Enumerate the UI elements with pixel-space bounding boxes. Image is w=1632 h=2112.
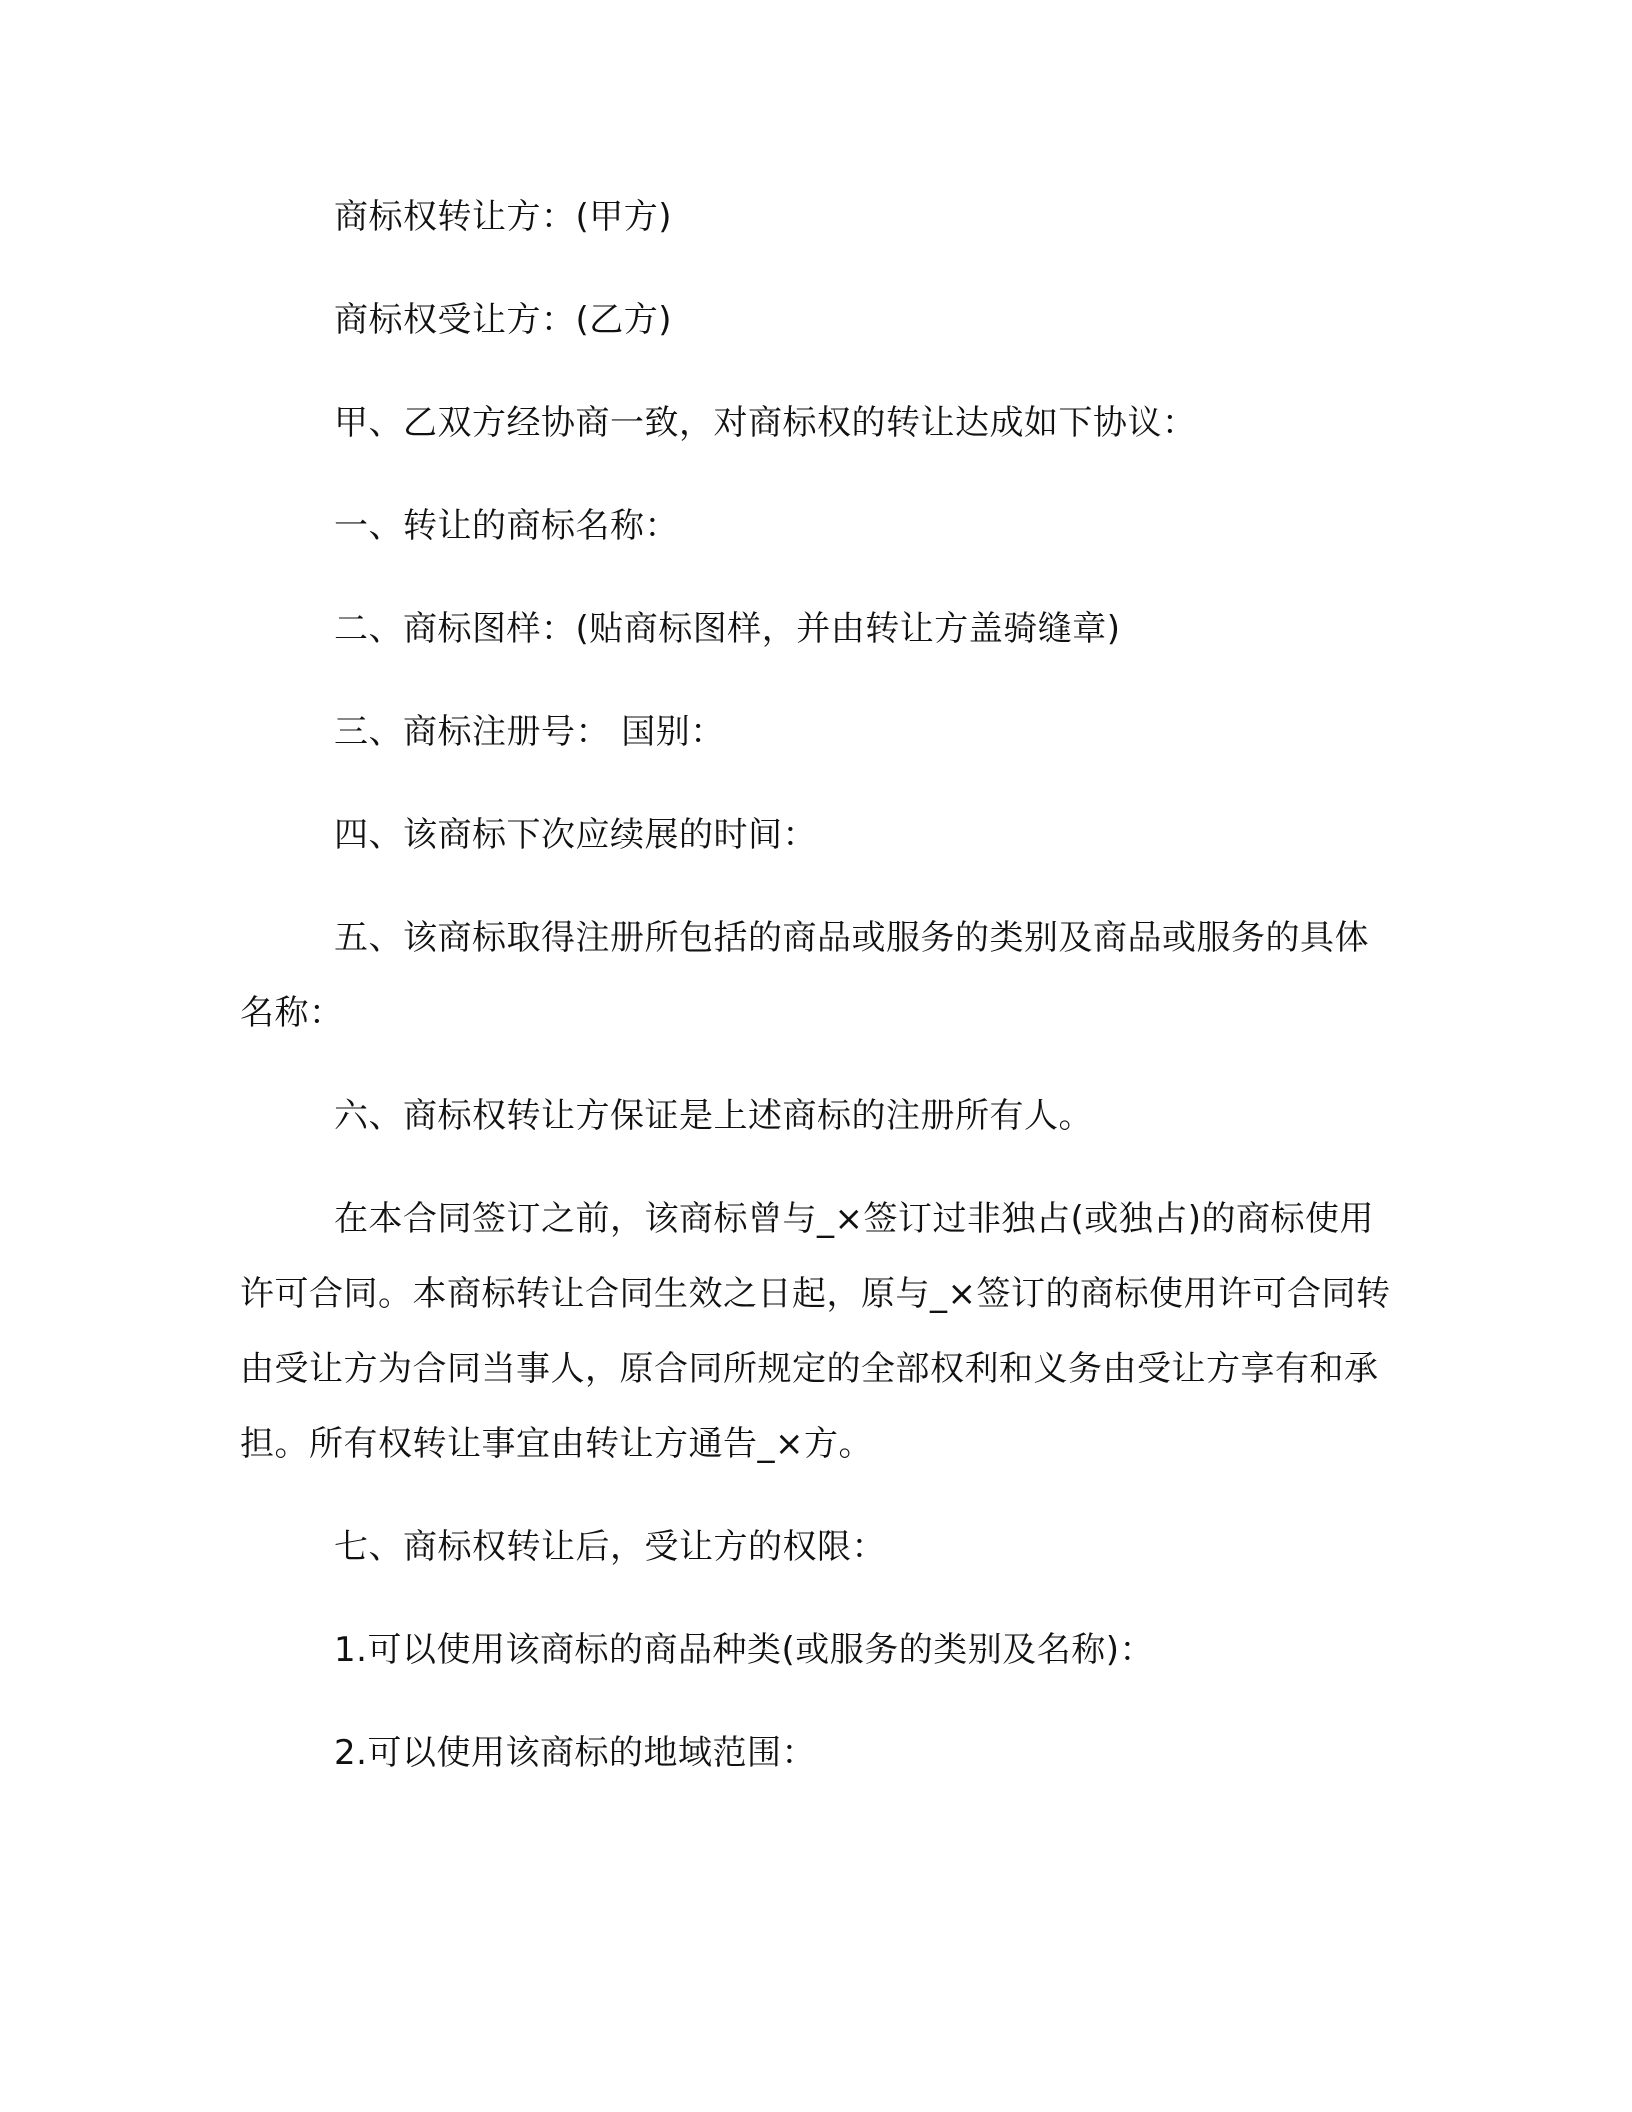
paragraph-license-contract: 在本合同签订之前，该商标曾与_×签订过非独占(或独占)的商标使用许可合同。本商标转让合同生效之日起，原与_×签订的商标使用许可合同转由受让方为合同当事人，原合同所规定的全部权利和义务由受让方享有和承担。所有权转让事宜由转让方通告_×方。 <box>240 1199 1391 1464</box>
clause-2-trademark-image: 二、商标图样：(贴商标图样，并由转让方盖骑缝章) <box>334 609 1121 649</box>
clause-7-transferee-rights: 七、商标权转让后，受让方的权限： <box>334 1527 886 1567</box>
clause-7-item-2: 2.可以使用该商标的地域范围： <box>334 1733 816 1773</box>
document-body <box>240 180 1400 1819</box>
clause-4-renewal-time: 四、该商标下次应续展的时间： <box>334 815 817 855</box>
clause-7-item-1: 1.可以使用该商标的商品种类(或服务的类别及名称)： <box>334 1630 1154 1670</box>
clause-6-owner-guarantee: 六、商标权转让方保证是上述商标的注册所有人。 <box>334 1096 1093 1136</box>
paragraph-agreement-intro: 甲、乙双方经协商一致，对商标权的转让达成如下协议： <box>334 403 1197 443</box>
clause-3-registration-number: 三、商标注册号： 国别： <box>334 712 725 752</box>
clause-1-trademark-name: 一、转让的商标名称： <box>334 506 679 546</box>
clause-5-goods-services: 五、该商标取得注册所包括的商品或服务的类别及商品或服务的具体名称： <box>240 918 1369 1033</box>
paragraph-transferee: 商标权受让方：(乙方) <box>334 300 673 340</box>
paragraph-transferor: 商标权转让方：(甲方) <box>334 197 673 237</box>
